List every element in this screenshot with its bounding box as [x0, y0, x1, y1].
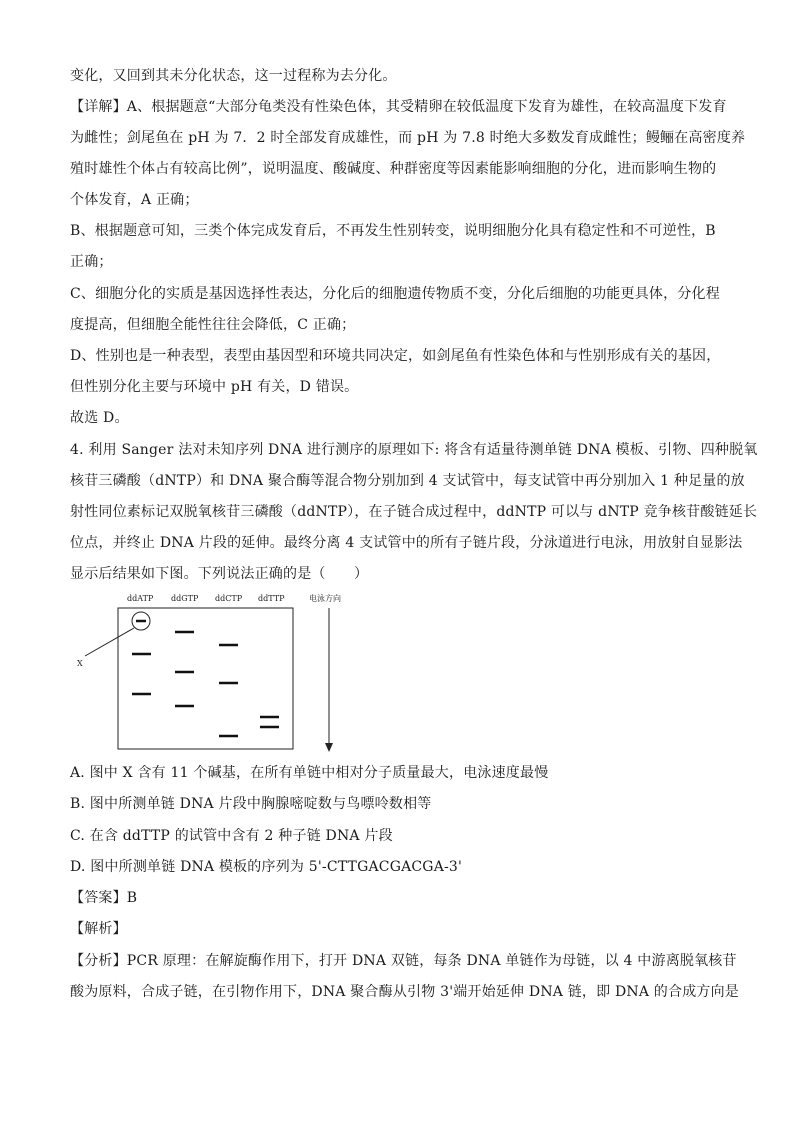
analysis-heading: 【解析】 — [70, 921, 127, 937]
gel-diagram — [75, 588, 365, 758]
analysis-line: 酸为原料，合成子链，在引物作用下，DNA 聚合酶从引物 3'端开始延伸 DNA 链，即 DNA 的合成方向是 — [70, 984, 740, 1000]
option-d: D. 图中所测单链 DNA 模板的序列为 5'-CTTGACGACGA-3' — [70, 859, 463, 875]
lane-label-ddttp: ddTTP — [258, 594, 285, 603]
lane-label-ddatp: ddATP — [127, 594, 154, 603]
option-c: C. 在含 ddTTP 的试管中含有 2 种子链 DNA 片段 — [70, 828, 393, 844]
question-line: 位点，并终止 DNA 片段的延伸。最终分离 4 支试管中的所有子链片段，分泳道进行电泳，用放射自显影法 — [70, 535, 743, 551]
option-a: A. 图中 X 含有 11 个碱基，在所有单链中相对分子质量最大，电泳速度最慢 — [70, 765, 549, 781]
text-line: 殖时雄性个体占有较高比例”，说明温度、酸碱度、种群密度等因素能影响细胞的分化，进而影响生物的 — [70, 161, 717, 177]
text-line: D、性别也是一种表型，表型由基因型和环境共同决定，如剑尾鱼有性染色体和与性别形成有关的基因， — [70, 348, 721, 364]
text-line: B、根据题意可知，三类个体完成发育后，不再发生性别转变，说明细胞分化具有稳定性和不可逆性，B — [70, 223, 716, 239]
question-line: 4. 利用 Sanger 法对未知序列 DNA 进行测序的原理如下: 将含有适量待测单链 DNA 模板、引物、四种脱氧 — [70, 442, 758, 458]
text-line: 为雌性；剑尾鱼在 pH 为 7．2 时全部发育成雄性，而 pH 为 7.8 时绝大多数发育成雌性；鳗鲡在高密度养 — [70, 130, 746, 146]
answer-line: 【答案】B — [70, 890, 138, 906]
question-line: 射性同位素标记双脱氧核苷三磷酸（ddNTP），在子链合成过程中，ddNTP 可以与 dNTP 竞争核苷酸链延长 — [70, 504, 758, 520]
x-pointer-line — [85, 628, 134, 656]
option-b: B. 图中所测单链 DNA 片段中胸腺嘧啶数与鸟嘌呤数相等 — [70, 796, 432, 812]
question-line: 显示后结果如下图。下列说法正确的是（ ） — [70, 566, 369, 582]
text-line: 故选 D。 — [70, 410, 129, 426]
text-line: 变化，又回到其未分化状态，这一过程称为去分化。 — [70, 68, 397, 84]
text-line: C、细胞分化的实质是基因选择性表达，分化后的细胞遗传物质不变，分化后细胞的功能更具体，分化程 — [70, 286, 720, 302]
electrophoresis-figure — [75, 588, 365, 758]
text-line: 度提高，但细胞全能性往往会降低，C 正确； — [70, 317, 356, 333]
text-line: 正确； — [70, 254, 113, 270]
x-label: X — [77, 659, 83, 668]
direction-label: 电泳方向 — [309, 594, 341, 603]
question-line: 核苷三磷酸（dNTP）和 DNA 聚合酶等混合物分别加到 4 支试管中，每支试管中再分别加入 1 种足量的放 — [70, 473, 745, 489]
text-line: 个体发育，A 正确； — [70, 192, 199, 208]
lane-label-ddgtp: ddGTP — [171, 594, 199, 603]
lane-label-ddctp: ddCTP — [215, 594, 243, 603]
text-line: 【详解】A、根据题意“大部分龟类没有性染色体，其受精卵在较低温度下发育为雄性，在较高温度下发育 — [70, 99, 727, 115]
analysis-line: 【分析】PCR 原理：在解旋酶作用下，打开 DNA 双链，每条 DNA 单链作为母链，以 4 中游离脱氧核苷 — [70, 953, 737, 969]
direction-arrow-head — [325, 743, 333, 752]
text-line: 但性别分化主要与环境中 pH 有关，D 错误。 — [70, 379, 359, 395]
